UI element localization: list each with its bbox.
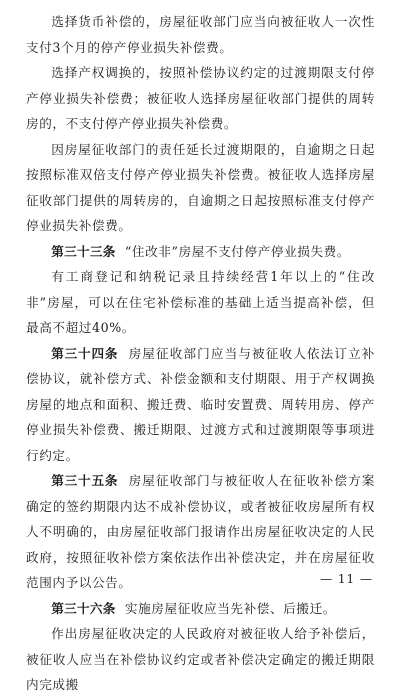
article-paragraph	[26, 341, 375, 469]
paragraph	[26, 264, 375, 341]
article-paragraph	[26, 239, 375, 265]
paragraph-text: 房屋征收部门与被征收人在征收补偿方案确定的签约期限内达不成补偿协议，或者被征收房屋所有权人不明确的，由房屋征收部门报请作出房屋征收决定的人民政府，按照征收补偿方案依法作出补偿决定，并在房屋征收范围内予以公告。	[26, 473, 375, 590]
paragraph	[26, 137, 375, 239]
paragraph-text: 房屋征收部门应当与被征收人依法订立补偿协议，就补偿方式、补偿金额和支付期限、用于产权调换房屋的地点和面积、搬迁费、临时安置费、周转用房、停产停业损失补偿费、搬迁期限、过渡方式和过渡期限等事项进行约定。	[26, 345, 375, 463]
paragraph-text: 选择产权调换的，按照补偿协议约定的过渡期限支付停产停业损失补偿费；被征收人选择房屋征收部门提供的周转房的，不支付停产停业损失补偿费。	[26, 65, 375, 131]
paragraph-text: 有工商登记和纳税记录且持续经营1年以上的“住改非”房屋，可以在住宅补偿标准的基础上适当提高补偿，但最高不超过40%。	[26, 269, 375, 335]
article-paragraph	[26, 596, 375, 622]
paragraph-text: “住改非”房屋不支付停产停业损失费。	[124, 243, 351, 259]
article-number: 第三十四条	[51, 345, 119, 361]
article-number: 第三十五条	[51, 473, 119, 488]
paragraph-text: 选择货币补偿的，房屋征收部门应当向被征收人一次性支付3个月的停产停业损失补偿费。	[26, 14, 375, 55]
paragraph-text: 作出房屋征收决定的人民政府对被征收人给予补偿后，被征收人应当在补偿协议约定或者补偿决定确定的搬迁期限内完成搬	[26, 626, 375, 692]
article-number: 第三十三条	[51, 243, 116, 259]
article-number: 第三十六条	[51, 600, 116, 616]
paragraph	[26, 621, 375, 698]
paragraph-text: 因房屋征收部门的责任延长过渡期限的，自逾期之日起按照标准双倍支付停产停业损失补偿费。被征收人选择房屋征收部门提供的周转房的，自逾期之日起按照标准支付停产停业损失补偿费。	[26, 141, 375, 233]
paragraph	[26, 60, 375, 137]
page-number: — 11 —	[320, 572, 373, 586]
paragraph-text: 实施房屋征收应当先补偿、后搬迁。	[124, 600, 336, 616]
paragraph	[26, 9, 375, 60]
